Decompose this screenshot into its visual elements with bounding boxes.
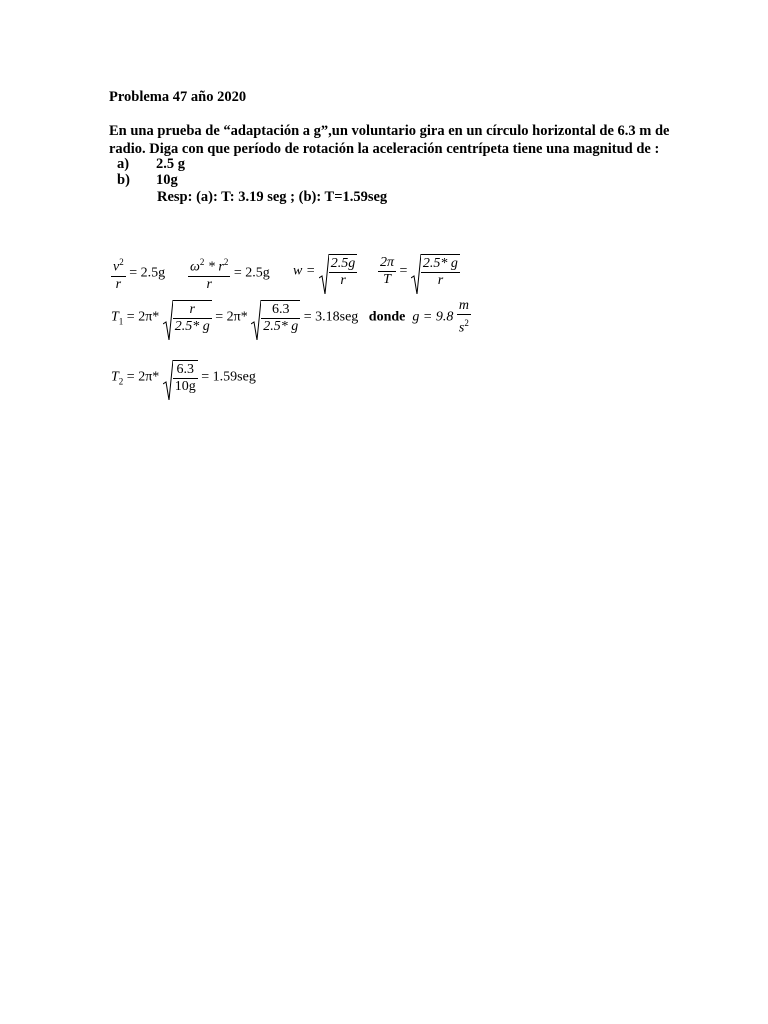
option-b [117,171,178,189]
option-b-label: b) [117,172,130,188]
fraction: $\frac{\omega^2 * r^2}{r}$ [188,254,230,293]
option-a-value: 2.5 g [156,156,185,172]
option-a-label: a) [117,156,130,172]
statement-line-2: radio. Diga con que período de rotación la aceleración centrípeta tiene una magnitud de : [109,141,660,157]
equation-centripetal-omega: $\frac{\omega^2 * r^2}{r}$ = 2.5g [188,254,270,293]
square-root: $\frac{6.3}{10g}$ [163,360,198,395]
equation-centripetal-v: $\frac{v^2}{r}$ = 2.5g [111,254,165,293]
equation-angular-velocity: w = $\frac{2.5g}{r}$ [293,254,357,289]
equation-t2: $T_2 = 2\pi*$ $\frac{6.3}{10g}$ = 1.59seg [111,360,256,395]
equation-t1: $T_1 = 2\pi*$ $\frac{r}{2.5* g}$ = 2π* $\frac{6.3}{2.5* g}$ = 3.18seg donde g = 9.8 $\frac{m}{s^2}$ [111,298,471,337]
equation-period: $\frac{2\pi}{T}$ = $\frac{2.5* g}{r}$ [378,254,460,289]
answer-line: Resp: (a): T: 3.19 seg ; (b): T=1.59seg [157,189,388,205]
square-root: $\frac{r}{2.5* g}$ [163,300,212,335]
donde-label: donde [368,309,406,325]
fraction: $\frac{v^2}{r}$ [111,254,126,293]
square-root: $\frac{6.3}{2.5* g}$ [251,300,300,335]
problem-title: Problema 47 año 2020 [109,89,247,105]
option-b-value: 10g [156,172,178,188]
problem-statement [109,122,719,158]
square-root: $\frac{2.5g}{r}$ [319,254,358,289]
statement-line-1: En una prueba de “adaptación a g”,un voluntario gira en un círculo horizontal de 6.3 m de [109,123,670,139]
square-root: $\frac{2.5* g}{r}$ [411,254,460,289]
